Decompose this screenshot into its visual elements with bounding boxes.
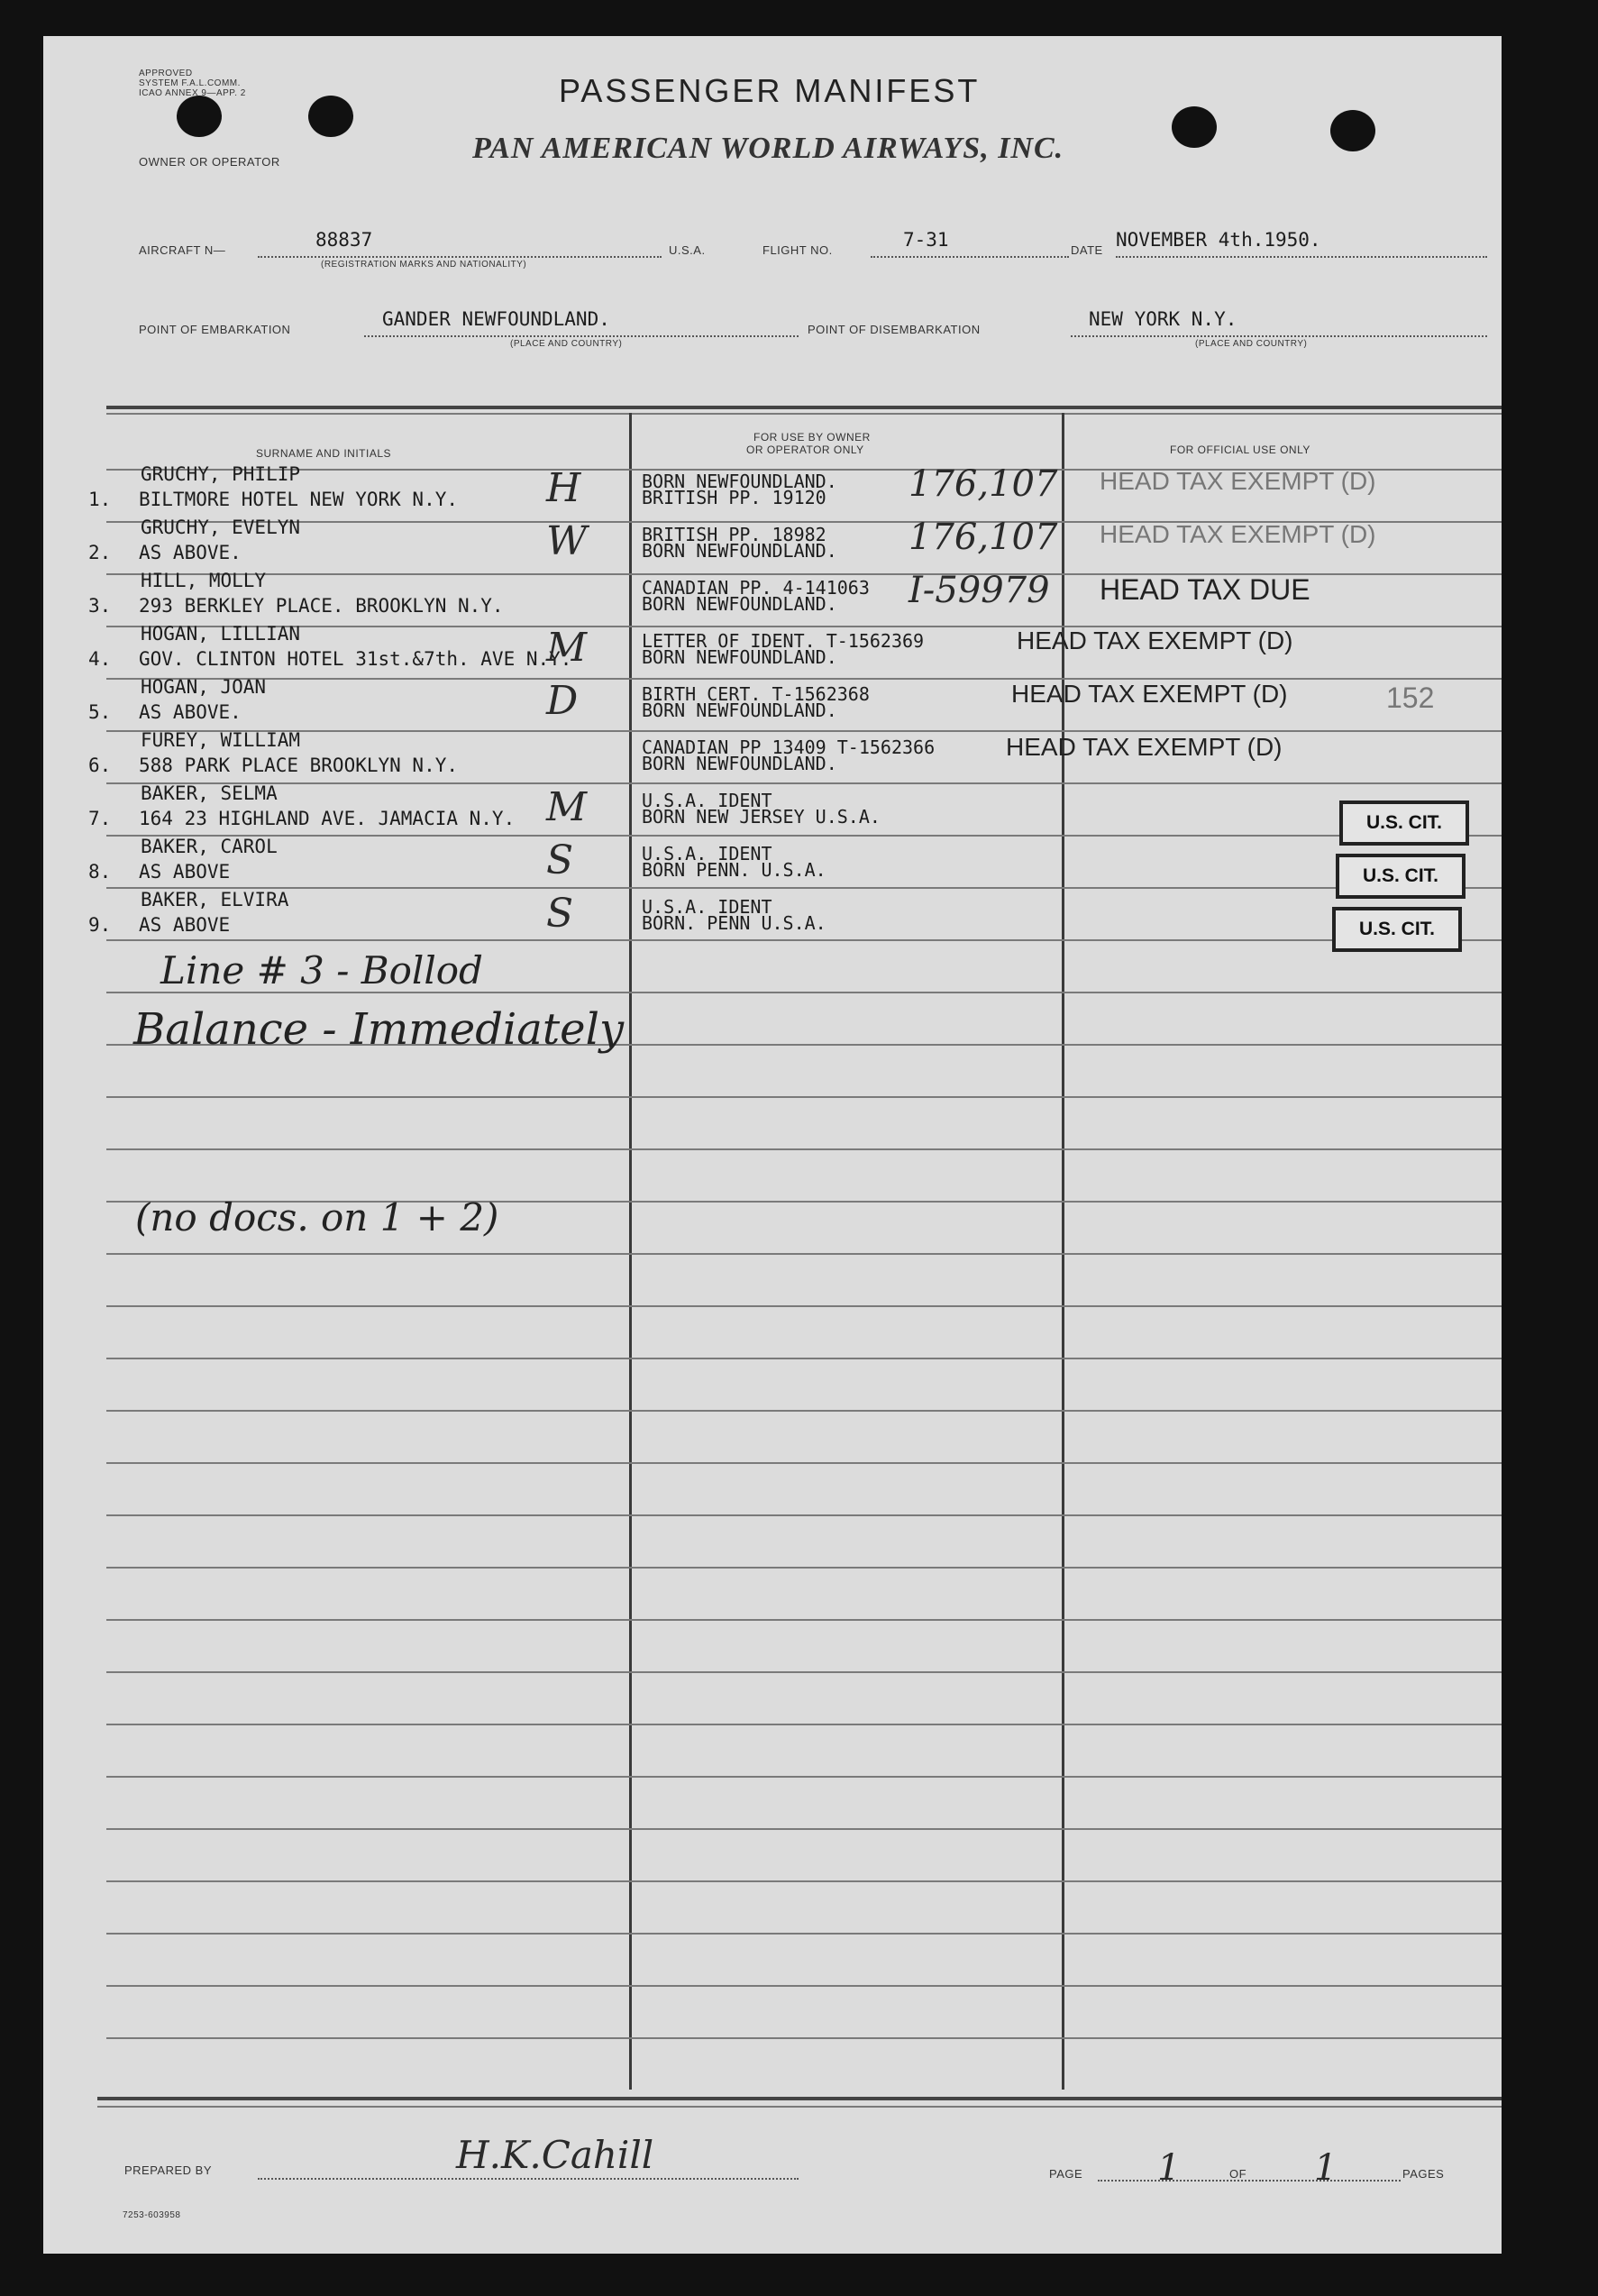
passenger-number: 7. <box>88 808 112 829</box>
passenger-handnumber: 176,107 <box>909 517 1058 558</box>
passenger-name: BAKER, CAROL <box>141 836 278 857</box>
passenger-handmark: S <box>546 891 574 937</box>
ruled-line <box>106 1828 1502 1830</box>
ruled-line <box>106 835 1502 837</box>
ruled-line <box>106 1096 1502 1098</box>
us-citizen-stamp: U.S. CIT. <box>1332 907 1462 952</box>
ruled-line <box>106 1514 1502 1516</box>
passenger-handnumber: 176,107 <box>909 463 1058 505</box>
table-bottom-rule <box>97 2097 1502 2100</box>
ruled-line <box>106 782 1502 784</box>
passenger-name: BAKER, ELVIRA <box>141 889 289 910</box>
punch-hole <box>1330 110 1375 151</box>
passenger-document-1: U.S.A. IDENT <box>642 896 772 918</box>
ruled-line <box>106 2037 1502 2039</box>
official-stamp: HEAD TAX EXEMPT (D) <box>1017 627 1293 654</box>
aircraft-label: AIRCRAFT N— <box>139 243 226 257</box>
passenger-number: 8. <box>88 861 112 883</box>
us-citizen-stamp: U.S. CIT. <box>1336 854 1466 899</box>
passenger-handmark: H <box>546 465 581 511</box>
ruled-line <box>106 1776 1502 1778</box>
flight-line <box>871 256 1069 258</box>
prepared-label: PREPARED BY <box>124 2163 213 2177</box>
passenger-document-2: BORN. PENN U.S.A. <box>642 912 826 934</box>
passenger-address: 293 BERKLEY PLACE. BROOKLYN N.Y. <box>139 595 504 617</box>
approval-block: APPROVED SYSTEM F.A.L.COMM. ICAO ANNEX 9—APP. 2 <box>139 69 246 98</box>
prepared-line <box>258 2178 799 2180</box>
signature: H.K.Cahill <box>456 2133 654 2177</box>
flight-value: 7-31 <box>903 229 949 251</box>
passenger-document-2: BORN NEWFOUNDLAND. <box>642 646 837 668</box>
official-stamp: HEAD TAX EXEMPT (D) <box>1006 733 1283 761</box>
table-bottom-rule-2 <box>97 2106 1502 2108</box>
passenger-name: HILL, MOLLY <box>141 570 267 591</box>
column-divider <box>629 413 632 2090</box>
passenger-number: 1. <box>88 489 112 510</box>
ruled-line <box>106 939 1502 941</box>
us-citizen-stamp: U.S. CIT. <box>1339 800 1469 846</box>
embark-label: POINT OF EMBARKATION <box>139 323 291 336</box>
column-header-owner-2: OR OPERATOR ONLY <box>746 444 864 456</box>
passenger-address: AS ABOVE <box>139 914 231 936</box>
disembark-label: POINT OF DISEMBARKATION <box>808 323 981 336</box>
date-line <box>1116 256 1487 258</box>
side-number: 152 <box>1386 681 1435 714</box>
annotation-line-3: Line # 3 - Bollod <box>160 948 483 992</box>
manifest-sheet <box>43 36 1502 2254</box>
of-value: 1 <box>1314 2147 1338 2189</box>
ruled-line <box>106 1410 1502 1412</box>
disembark-caption: (PLACE AND COUNTRY) <box>1195 339 1308 349</box>
passenger-address: 588 PARK PLACE BROOKLYN N.Y. <box>139 755 459 776</box>
passenger-address: GOV. CLINTON HOTEL 31st.&7th. AVE N.Y. <box>139 648 572 670</box>
company-name: PAN AMERICAN WORLD AIRWAYS, INC. <box>472 132 1064 165</box>
table-top-rule <box>106 406 1502 409</box>
passenger-document-1: BIRTH CERT. T-1562368 <box>642 683 870 705</box>
table-top-rule-2 <box>106 413 1502 415</box>
flight-label: FLIGHT NO. <box>762 243 833 257</box>
punch-hole <box>308 96 353 137</box>
passenger-address: AS ABOVE. <box>139 701 242 723</box>
official-stamp: HEAD TAX DUE <box>1100 573 1310 606</box>
official-stamp: HEAD TAX EXEMPT (D) <box>1100 520 1376 548</box>
passenger-document-1: LETTER OF IDENT. T-1562369 <box>642 630 925 652</box>
passenger-name: FUREY, WILLIAM <box>141 729 301 751</box>
passenger-number: 5. <box>88 701 112 723</box>
ruled-line <box>106 1462 1502 1464</box>
owner-label: OWNER OR OPERATOR <box>139 155 280 169</box>
passenger-document-2: BRITISH PP. 19120 <box>642 487 826 508</box>
passenger-handnumber: I-59979 <box>909 570 1050 611</box>
passenger-number: 4. <box>88 648 112 670</box>
passenger-document-2: BORN NEWFOUNDLAND. <box>642 753 837 774</box>
disembark-value: NEW YORK N.Y. <box>1089 308 1237 330</box>
embark-value: GANDER NEWFOUNDLAND. <box>382 308 610 330</box>
passenger-number: 6. <box>88 755 112 776</box>
annotation-no-docs: (no docs. on 1 + 2) <box>135 1195 499 1239</box>
passenger-document-1: U.S.A. IDENT <box>642 790 772 811</box>
passenger-name: HOGAN, LILLIAN <box>141 623 301 645</box>
passenger-handmark: W <box>546 518 588 564</box>
passenger-document-1: CANADIAN PP 13409 T-1562366 <box>642 736 936 758</box>
passenger-document-2: BORN NEWFOUNDLAND. <box>642 593 837 615</box>
annotation-balance: Balance - Immediately <box>133 1004 625 1055</box>
column-header-official: FOR OFFICIAL USE ONLY <box>1170 444 1310 456</box>
ruled-line <box>106 678 1502 680</box>
nationality: U.S.A. <box>669 243 706 257</box>
ruled-line <box>106 1880 1502 1882</box>
aircraft-line <box>258 256 662 258</box>
ruled-line <box>106 1305 1502 1307</box>
passenger-address: BILTMORE HOTEL NEW YORK N.Y. <box>139 489 459 510</box>
passenger-handmark: D <box>546 678 579 724</box>
passenger-handmark: M <box>546 784 588 830</box>
passenger-name: BAKER, SELMA <box>141 782 278 804</box>
embark-line <box>364 335 799 337</box>
ruled-line <box>106 1148 1502 1150</box>
passenger-document-2: BORN NEWFOUNDLAND. <box>642 540 837 562</box>
ruled-line <box>106 1253 1502 1255</box>
passenger-handmark: S <box>546 837 574 883</box>
ruled-line <box>106 1933 1502 1935</box>
date-label: DATE <box>1071 243 1103 257</box>
punch-hole <box>177 96 222 137</box>
passenger-document-1: BORN NEWFOUNDLAND. <box>642 471 837 492</box>
column-divider <box>1062 413 1064 2090</box>
ruled-line <box>106 730 1502 732</box>
ruled-line <box>106 1619 1502 1621</box>
passenger-document-2: BORN NEW JERSEY U.S.A. <box>642 806 881 828</box>
passenger-document-1: CANADIAN PP. 4-141063 <box>642 577 870 599</box>
registration-caption: (REGISTRATION MARKS AND NATIONALITY) <box>321 260 527 270</box>
ruled-line <box>106 1985 1502 1987</box>
official-stamp: HEAD TAX EXEMPT (D) <box>1100 467 1376 495</box>
column-header-names: SURNAME AND INITIALS <box>256 447 392 460</box>
ruled-line <box>106 1671 1502 1673</box>
passenger-address: AS ABOVE. <box>139 542 242 563</box>
punch-hole <box>1172 106 1217 148</box>
page-title: PASSENGER MANIFEST <box>559 72 981 109</box>
passenger-number: 2. <box>88 542 112 563</box>
ruled-line <box>106 887 1502 889</box>
passenger-document-2: BORN PENN. U.S.A. <box>642 859 826 881</box>
passenger-name: GRUCHY, PHILIP <box>141 463 301 485</box>
passenger-address: AS ABOVE <box>139 861 231 883</box>
passenger-address: 164 23 HIGHLAND AVE. JAMACIA N.Y. <box>139 808 516 829</box>
ruled-line <box>106 1567 1502 1569</box>
passenger-document-1: U.S.A. IDENT <box>642 843 772 864</box>
passenger-handmark: M <box>546 625 588 671</box>
page-value: 1 <box>1157 2147 1181 2189</box>
passenger-number: 9. <box>88 914 112 936</box>
ruled-line <box>106 1724 1502 1725</box>
aircraft-value: 88837 <box>315 229 373 251</box>
of-label: OF <box>1229 2167 1247 2181</box>
embark-caption: (PLACE AND COUNTRY) <box>510 339 623 349</box>
passenger-document-1: BRITISH PP. 18982 <box>642 524 826 545</box>
passenger-document-2: BORN NEWFOUNDLAND. <box>642 700 837 721</box>
ruled-line <box>106 1358 1502 1359</box>
form-number: 7253-603958 <box>123 2210 181 2220</box>
passenger-number: 3. <box>88 595 112 617</box>
disembark-line <box>1071 335 1487 337</box>
official-stamp: HEAD TAX EXEMPT (D) <box>1011 680 1288 708</box>
passenger-name: GRUCHY, EVELYN <box>141 517 301 538</box>
date-value: NOVEMBER 4th.1950. <box>1116 229 1321 251</box>
pages-label: PAGES <box>1402 2167 1445 2181</box>
page-label: PAGE <box>1049 2167 1083 2181</box>
passenger-name: HOGAN, JOAN <box>141 676 267 698</box>
column-header-owner-1: FOR USE BY OWNER <box>753 431 871 444</box>
